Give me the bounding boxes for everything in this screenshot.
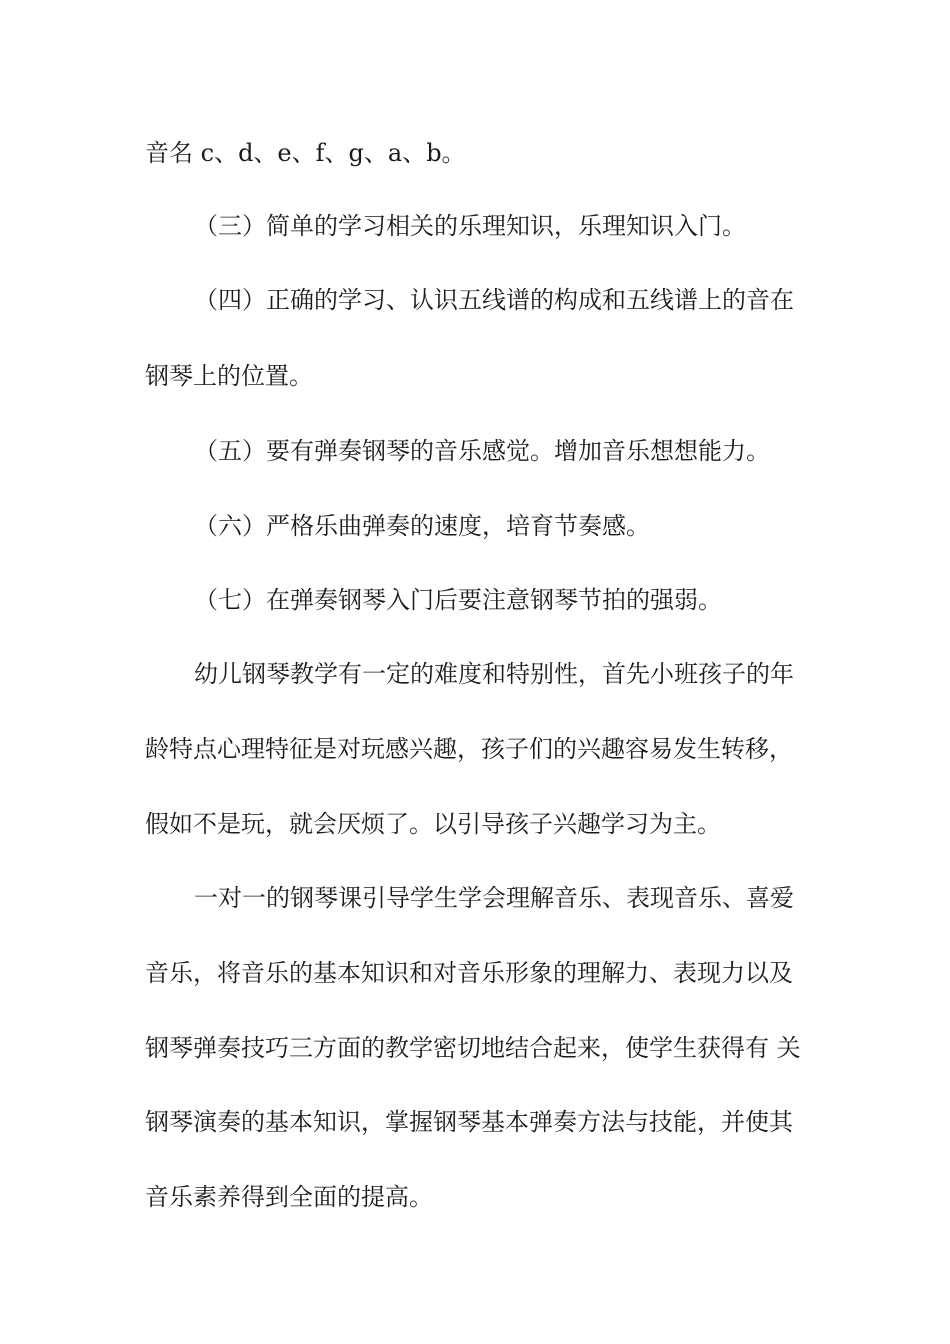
text-line: 音乐素养得到全面的提高。: [145, 1183, 433, 1211]
text-line: 音乐，将音乐的基本知识和对音乐形象的理解力、表现力以及: [145, 959, 793, 987]
text-line: 一对一的钢琴课引导学生学会理解音乐、表现音乐、喜爱: [194, 884, 794, 912]
text-line: 幼儿钢琴教学有一定的难度和特别性，首先小班孩子的年: [194, 660, 794, 688]
text-line: （三）简单的学习相关的乐理知识，乐理知识入门。: [194, 212, 746, 240]
text-line: （六）严格乐曲弹奏的速度，培育节奏感。: [194, 512, 650, 540]
text-line: （四）正确的学习、认识五线谱的构成和五线谱上的音在: [194, 286, 794, 314]
text-line: （七）在弹奏钢琴入门后要注意钢琴节拍的强弱。: [194, 586, 722, 614]
text-line: 钢琴上的位置。: [145, 362, 313, 390]
text-line: 钢琴弹奏技巧三方面的教学密切地结合起来，使学生获得有 关: [145, 1034, 801, 1062]
text-line: 钢琴演奏的基本知识，掌握钢琴基本弹奏方法与技能，并使其: [145, 1108, 793, 1136]
text-line: （五）要有弹奏钢琴的音乐感觉。增加音乐想想能力。: [194, 437, 770, 465]
text-line: 龄特点心理特征是对玩感兴趣，孩子们的兴趣容易发生转移，: [145, 735, 793, 763]
text-line: 假如不是玩，就会厌烦了。以引导孩子兴趣学习为主。: [145, 810, 721, 838]
text-line: 音名 c、d、e、f、g、a、b。: [145, 139, 466, 167]
